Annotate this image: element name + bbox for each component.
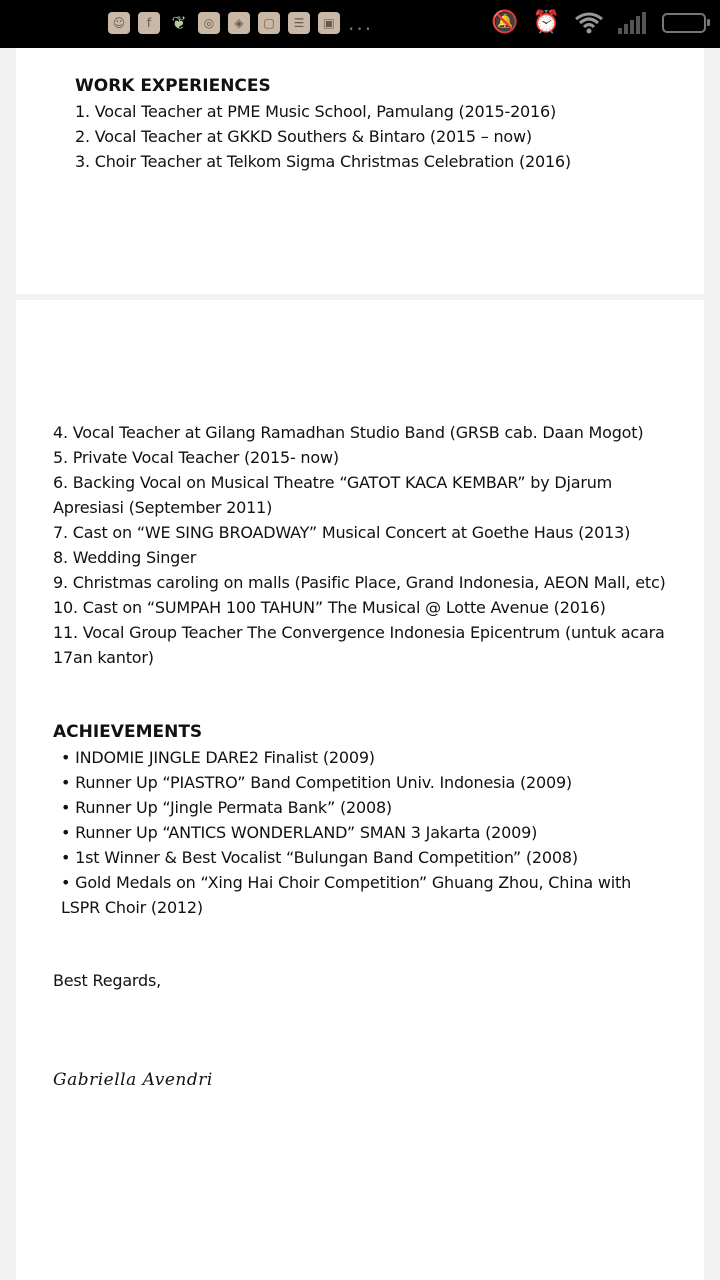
signature: Gabriella Avendri [53, 1070, 213, 1090]
work-item: 10. Cast on “SUMPAH 100 TAHUN” The Musical @ Lotte Avenue (2016) [53, 598, 606, 617]
achievement-item: • Runner Up “PIASTRO” Band Competition Univ. Indonesia (2009) [61, 773, 572, 792]
achievement-item: • Runner Up “Jingle Permata Bank” (2008) [61, 798, 392, 817]
work-experiences-continued [53, 420, 668, 993]
document-page [16, 48, 704, 294]
battery-icon [662, 13, 706, 33]
work-item: 3. Choir Teacher at Telkom Sigma Christmas Celebration (2016) [75, 152, 571, 171]
achievement-item: • Runner Up “ANTICS WONDERLAND” SMAN 3 Jakarta (2009) [61, 823, 538, 842]
section-heading-achievements: ACHIEVEMENTS [53, 722, 203, 742]
achievement-item: • INDOMIE JINGLE DARE2 Finalist (2009) [61, 748, 375, 767]
notification-icon: ☺ [108, 12, 130, 34]
notification-icons [108, 12, 373, 34]
leaf-icon: ❦ [171, 12, 187, 34]
work-item: 1. Vocal Teacher at PME Music School, Pamulang (2015-2016) [75, 102, 557, 121]
notification-icon: ▣ [318, 12, 340, 34]
alarm-icon: ⏰ [532, 10, 560, 35]
work-item: 5. Private Vocal Teacher (2015- now) [53, 448, 339, 467]
work-item: 2. Vocal Teacher at GKKD Southers & Bintaro (2015 – now) [75, 127, 532, 146]
notification-icon: ◎ [198, 12, 220, 34]
notification-icon: ☰ [288, 12, 310, 34]
work-item: 6. Backing Vocal on Musical Theatre “GATOT KACA KEMBAR” by Djarum Apresiasi (September 2011) [53, 473, 613, 517]
work-item: 9. Christmas caroling on malls (Pasific Place, Grand Indonesia, AEON Mall, etc) [53, 573, 666, 592]
more-notifications-icon: ... [348, 11, 374, 35]
notification-icon: ▢ [258, 12, 280, 34]
notification-icon: f [138, 12, 160, 34]
mute-bell-icon: 🔕 [491, 10, 519, 35]
system-icons [491, 10, 706, 35]
document-page [16, 300, 704, 1280]
work-experiences-section [75, 74, 695, 174]
status-bar [0, 0, 720, 48]
signal-icon [618, 12, 648, 34]
closing-text: Best Regards, [53, 971, 161, 990]
work-item: 7. Cast on “WE SING BROADWAY” Musical Concert at Goethe Haus (2013) [53, 523, 631, 542]
notification-icon: ◈ [228, 12, 250, 34]
achievement-item: • 1st Winner & Best Vocalist “Bulungan Band Competition” (2008) [61, 848, 578, 867]
work-item: 11. Vocal Group Teacher The Convergence Indonesia Epicentrum (untuk acara 17an kantor) [53, 623, 665, 667]
achievement-item: • Gold Medals on “Xing Hai Choir Competition” Ghuang Zhou, China with LSPR Choir (2012) [61, 873, 632, 917]
wifi-icon [574, 11, 604, 35]
section-heading-work: WORK EXPERIENCES [75, 76, 271, 96]
work-item: 4. Vocal Teacher at Gilang Ramadhan Studio Band (GRSB cab. Daan Mogot) [53, 423, 644, 442]
work-item: 8. Wedding Singer [53, 548, 197, 567]
